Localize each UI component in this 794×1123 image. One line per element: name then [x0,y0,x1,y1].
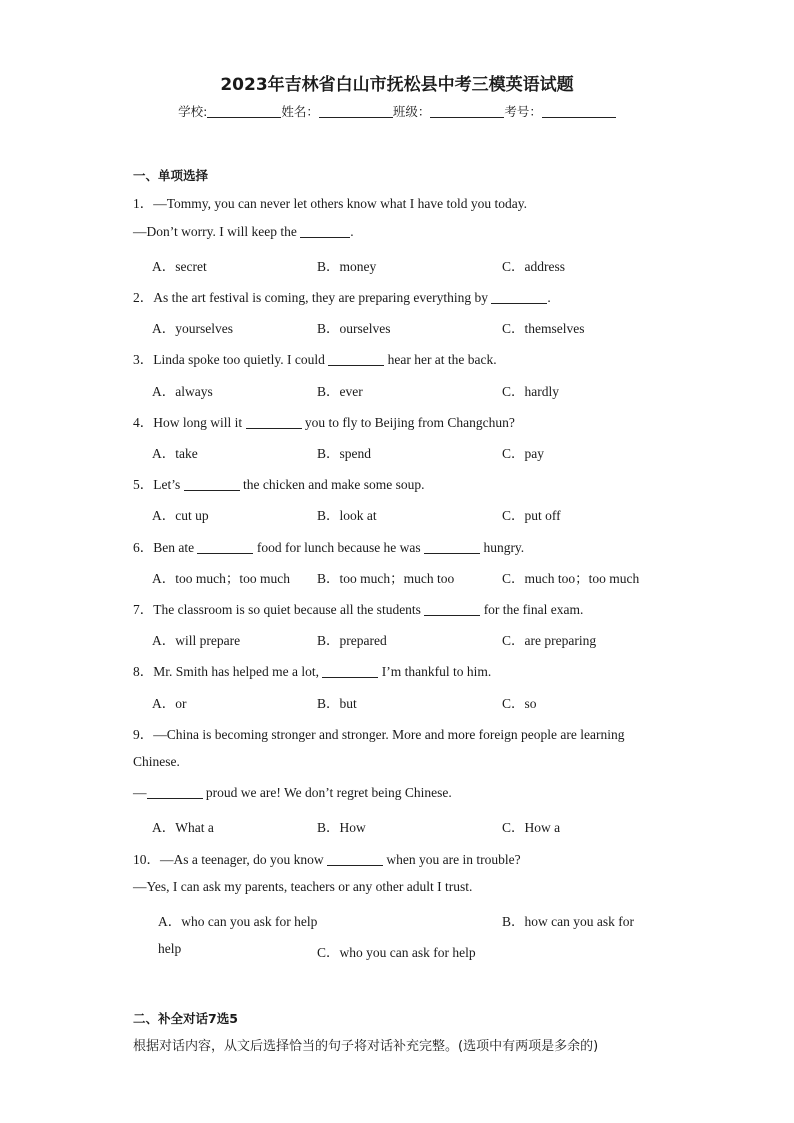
question-6-text: 6．Ben ate [133,540,195,555]
option-c[interactable]: C．pay [502,446,544,461]
answer-blank [491,290,547,304]
answer-blank [424,540,480,554]
option-b[interactable]: B．money [317,259,377,274]
option-a[interactable]: A．will prepare [152,633,241,648]
option-c[interactable]: C．are preparing [502,633,597,648]
school-label: 学校: [178,104,208,119]
option-c[interactable]: C．themselves [502,321,585,336]
section-heading-dialogue: 二、补全对话7选5 [133,1011,238,1026]
question-9-stem: 9．—China is becoming stronger and stronger. More and more foreign people are learning [133,727,625,742]
question-8-text: 8．Mr. Smith has helped me a lot, [133,664,319,679]
option-c[interactable]: C．much too；too much [502,571,640,586]
option-c[interactable]: C．who you can ask for help [317,945,476,960]
question-4-end: you to fly to Beijing from Changchun? [304,415,515,430]
page-title: 2023年吉林省白山市抚松县中考三模英语试题 [220,75,574,95]
question-3-end: hear her at the back. [387,352,497,367]
student-info-line [0,102,794,120]
option-a[interactable]: A．secret [152,259,207,274]
answer-blank [328,352,384,366]
option-a[interactable]: A．who can you ask for help [158,914,318,929]
answer-blank [424,602,480,616]
question-9-reply-text: proud we are! We don’t regret being Chinese. [205,785,452,800]
question-3-text: 3．Linda spoke too quietly. I could [133,352,325,367]
question-1-reply [133,224,354,240]
answer-blank [300,224,350,238]
question-2-end: . [547,290,551,305]
section-instruction: 根据对话内容，从文后选择恰当的句子将对话补充完整。(选项中有两项是多余的) [133,1039,599,1054]
question-6-end: hungry. [483,540,525,555]
question-10-reply: —Yes, I can ask my parents, teachers or any other adult I trust. [133,879,473,894]
question-3-stem [133,348,497,368]
question-5-stem [133,473,424,493]
school-blank[interactable] [207,105,281,118]
question-1-stem: 1．—Tommy, you can never let others know what I have told you today. [133,196,527,211]
option-b[interactable]: B．ourselves [317,321,391,336]
option-b[interactable]: B．How [317,820,366,835]
option-c[interactable]: C．address [502,259,565,274]
question-10-end: when you are in trouble? [386,852,521,867]
question-2-text: 2．As the art festival is coming, they are preparing everything by [133,290,489,305]
question-4-text: 4．How long will it [133,415,243,430]
answer-blank [246,415,302,429]
option-c[interactable]: C．so [502,696,537,711]
option-b[interactable]: B．but [317,696,357,711]
number-label: 考号： [504,104,542,119]
class-blank[interactable] [430,105,504,118]
question-9-stem-cont: Chinese. [133,754,180,769]
option-a[interactable]: A．always [152,384,213,399]
question-8-stem [133,660,491,680]
option-a[interactable]: A．too much；too much [152,571,290,586]
option-c[interactable]: C．hardly [502,384,559,399]
option-b-continued: help [158,941,182,956]
question-9-reply [133,785,452,801]
option-c[interactable]: C．put off [502,508,561,523]
section-heading-single-choice: 一、单项选择 [133,168,209,183]
question-4-stem [133,411,515,431]
option-b[interactable]: B．prepared [317,633,387,648]
answer-blank [184,477,240,491]
option-b[interactable]: B．look at [317,508,377,523]
option-a[interactable]: A．What a [152,820,214,835]
question-10-stem [133,848,521,868]
question-1-reply-end: . [350,224,354,239]
question-7-stem [133,598,583,618]
class-label: 班级： [392,104,431,119]
question-10-text: 10．—As a teenager, do you know [133,852,324,867]
answer-blank [197,540,253,554]
option-b[interactable]: B．how can you ask for [502,914,634,929]
option-a[interactable]: A．cut up [152,508,209,523]
name-label: 姓名： [281,104,319,119]
answer-blank [327,852,383,866]
name-blank[interactable] [319,105,393,118]
option-a[interactable]: A．take [152,446,198,461]
question-9-dash: — [133,785,147,800]
question-7-end: for the final exam. [483,602,584,617]
question-8-end: I’m thankful to him. [381,664,492,679]
answer-blank [147,785,203,799]
question-5-text: 5．Let’s [133,477,181,492]
option-b[interactable]: B．ever [317,384,363,399]
question-5-end: the chicken and make some soup. [243,477,425,492]
question-2-stem [133,286,551,306]
question-7-text: 7．The classroom is so quiet because all the students [133,602,421,617]
answer-blank [322,664,378,678]
question-6-middle: food for lunch because he was [256,540,421,555]
option-a[interactable]: A．yourselves [152,321,233,336]
option-b[interactable]: B．too much；much too [317,571,455,586]
option-b[interactable]: B．spend [317,446,371,461]
option-c[interactable]: C．How a [502,820,561,835]
number-blank[interactable] [542,105,616,118]
option-a[interactable]: A．or [152,696,187,711]
question-6-stem [133,536,524,556]
question-1-reply-text: —Don’t worry. I will keep the [133,224,297,239]
